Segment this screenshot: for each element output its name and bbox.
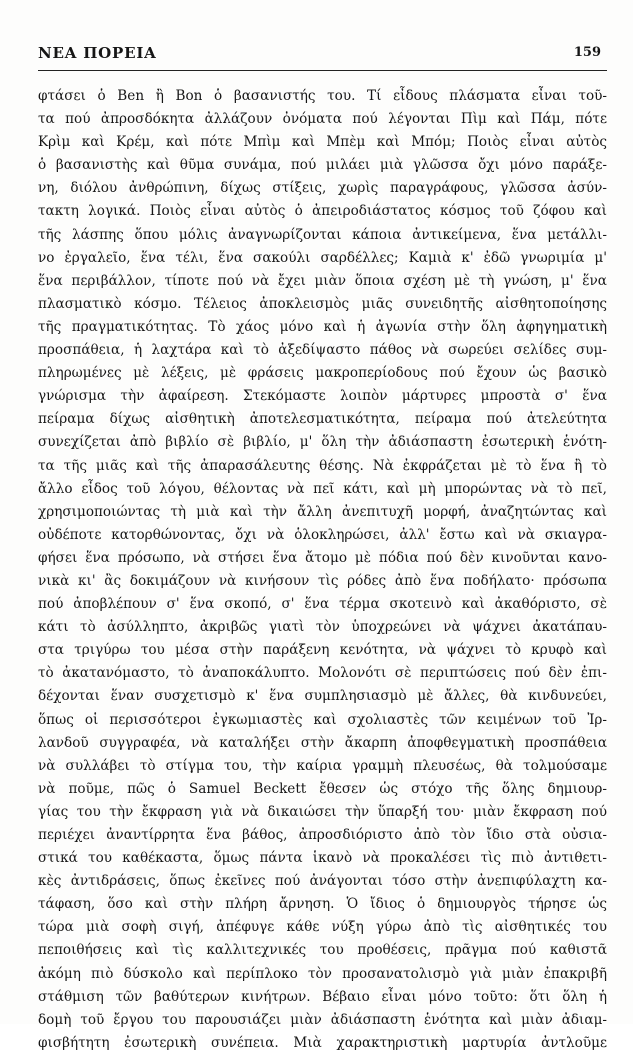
text-line: οὐδέποτε κατορθώνοντας, ὄχι νὰ ὁλοκληρώσει, ἀλλ' ἔστω καὶ νὰ σκιαγρα- [38,526,607,543]
header-rule [38,70,607,71]
body-text [38,85,607,1055]
text-line: χρησιμοποιώντας τὴ μιὰ καὶ τὴν ἄλλη ἀνεπιτυχῆ μορφή, ἀναζητώντας καὶ [38,503,607,520]
text-line: ἕνα περιβάλλον, τίποτε πού νὰ ἔχει μιὰν ὅποια σχέση μὲ τὴ γνώση, μ' ἕνα [38,272,607,289]
text-line: ἄλλο εἶδος τοῦ λόγου, θέλοντας νὰ πεῖ κάτι, καὶ μὴ μπορώντας νὰ τὸ πεῖ, [38,480,607,497]
text-line: πλασματικὸ κόσμο. Τέλειος ἀποκλεισμὸς μιᾶς συνειδητῆς αἰσθητοποίησης [38,295,607,312]
text-line: φισβήτητη ἐσωτερικὴ συνέπεια. Μιὰ χαρακτηριστικὴ μαρτυρία ἀντλοῦμε [38,1034,607,1051]
text-line: στα τριγύρω του μέσα στὴν παράξενη κενότητα, νὰ ψάχνει τὸ κρυφὸ καὶ [38,642,607,659]
text-line: λανδοῦ συγγραφέα, νὰ καταλήξει στὴν ἄκαρπη ἀποφθεγματικὴ προσπάθεια [38,734,607,751]
text-line: περιέχει ἀναντίρρητα ἕνα βάθος, ἀπροσδιόριστο ἀπὸ τὸν ἴδιο στὰ οὐσια- [38,827,607,843]
text-line: τῆς λάσπης ὅπου μόλις ἀναγνωρίζονται κάποια ἀντικείμενα, ἕνα μετάλλι- [38,226,607,243]
text-line: πληρωμένες μὲ λέξεις, μὲ φράσεις μακροπερίοδους πού ἔχουν ὡς βασικὸ [38,365,607,382]
text-line: τῆς πραγματικότητας. Τὸ χάος μόνο καὶ ἡ ἀγωνία στὴν ὅλη ἀφηγηματικὴ [38,318,607,335]
text-line: τάφαση, ὅσο καὶ στὴν πλήρη ἄρνηση. Ὁ ἴδιος ὁ δημιουργὸς τήρησε ὡς [38,896,607,913]
text-line: τα τῆς μιᾶς καὶ τῆς ἀπαρασάλευτης θέσης. Νὰ ἐκφράζεται μὲ τὸ ἕνα ἢ τὸ [38,457,607,474]
text-line: γίας του τὴν ἔκφραση γιὰ νὰ δικαιώσει τὴν ὕπαρξή του· μιὰν ἔκφραση πού [38,803,607,820]
text-line: νὰ συλλάβει τὸ στίγμα του, τὴν καίρια γραμμὴ πλευσέως, θὰ τολμούσαμε [38,757,607,774]
text-line: δέχονται ἕναν συσχετισμὸ κ' ἕνα συμπλησιασμὸ μὲ ἄλλες, θὰ κινδυνεύει, [38,688,607,705]
text-line: φτάσει ὁ Ben ἢ Bon ὁ βασανιστής του. Τί εἶδους πλάσματα εἶναι τοῦ- [38,88,607,104]
text-line: νο ἐργαλεῖο, ἕνα τέλι, ἕνα σακούλι σαρδέλλες; Καμιὰ κ' ἐδῶ γνωριμία μ' [38,249,607,266]
running-title: ΝΕΑ ΠΟΡΕΙΑ [38,44,157,62]
text-line: νικὰ κι' ἂς δοκιμάζουν νὰ κινήσουν τὶς ρόδες ἀπὸ ἕνα ποδήλατο· πρόσωπα [38,572,607,589]
text-line: συνεχίζεται ἀπὸ βιβλίο σὲ βιβλίο, μ' ὅλη τὴν ἀδιάσπαστη ἐσωτερικὴ ἑνότη- [38,434,607,451]
text-line: πού ἀποβλέπουν σ' ἕνα σκοπό, σ' ἕνα τέρμα σκοτεινὸ καὶ ἀκαθόριστο, σὲ [38,596,607,613]
text-line: κάτι τὸ ἀσύλληπτο, ἀκριβῶς γιατὶ τὸν ὑποχρεώνει νὰ ψάχνει ἀκατάπαυ- [38,619,607,636]
text-line: νὰ ποῦμε, πῶς ὁ Samuel Beckett ἔθεσεν ὡς στόχο τῆς ὅλης δημιουρ- [38,780,607,797]
text-line: γνώρισμα τὴν ἀφαίρεση. Στεκόμαστε λοιπὸν μάρτυρες μπροστὰ σ' ἕνα [38,388,607,405]
text-line: τὸ ἀκατανόμαστο, τὸ ἀναποκάλυπτο. Μολονότι σὲ περιπτώσεις πού δὲν ἐπι- [38,665,607,682]
text-line: στικά του καθέκαστα, ὅμως πάντα ἱκανὸ νὰ προκαλέσει τὶς πιὸ ἀντιθετι- [38,850,607,867]
page-number: 159 [573,45,601,60]
page-header [38,44,605,68]
text-line: φήσει ἕνα πρόσωπο, νὰ στήσει ἕνα ἄτομο μὲ πόδια πού δὲν κινοῦνται κανο- [38,549,607,566]
text-line: ὁ βασανιστὴς καὶ θῦμα συνάμα, πού μιλάει μιὰ γλῶσσα ὄχι μόνο παράξε- [38,157,607,174]
text-line: πείραμα δίχως αἰσθητικὴ ἀποτελεσματικότητα, πείραμα πού ἀτελεύτητα [38,411,607,428]
text-line: προσπάθεια, ἡ λαχτάρα καὶ τὸ ἀξεδίψαστο πάθος νὰ σωρεύει σελίδες συμ- [38,342,607,359]
text-line: Κρὶμ καὶ Κρέμ, καὶ πότε Μπὶμ καὶ Μπὲμ καὶ Μπόμ; Ποιὸς εἶναι αὐτὸς [38,134,607,151]
text-line: δομὴ τοῦ ἔργου του παρουσιάζει μιὰν ἀδιάσπαστη ἑνότητα καὶ μιὰν ἀδιαμ- [38,1011,607,1028]
text-line: τα πού ἀπροσδόκητα ἀλλάζουν ὀνόματα πού λέγονται Πὶμ καὶ Πάμ, πότε [38,111,607,128]
text-line: τακτη λογικά. Ποιὸς εἶναι αὐτὸς ὁ ἀπειροδιάστατος κόσμος τοῦ ζόφου καὶ [38,203,607,220]
text-line: ἀκόμη πιὸ δύσκολο καὶ περίπλοκο τὸν προσανατολισμὸ γιὰ μιὰν ἐπακριβῆ [38,965,607,982]
text-line: νη, διόλου ἀνθρώπινη, δίχως στίξεις, χωρὶς παραγράφους, γλῶσσα ἀσύν- [38,180,607,197]
text-line: κὲς ἀντιδράσεις, ὅπως ἐκεῖνες πού ἀνάγονται τόσο στὴν ἀνεπιφύλαχτη κα- [38,873,607,890]
text-line: στάθμιση τῶν βαθύτερων κινήτρων. Βέβαιο εἶναι μόνο τοῦτο: ὅτι ὅλη ἡ [38,988,607,1005]
text-line: τώρα μιὰ σοφὴ σιγή, ἀπέφυγε κάθε νύξη γύρω ἀπὸ τὶς αἰσθητικές του [38,919,607,936]
text-line: πεποιθήσεις καὶ τὶς καλλιτεχνικές του προθέσεις, πρᾶγμα πού καθιστᾶ [38,942,607,959]
text-line: ὅπως οἱ περισσότεροι ἐγκωμιαστὲς καὶ σχολιαστὲς τῶν κειμένων τοῦ Ἰρ- [38,711,607,728]
